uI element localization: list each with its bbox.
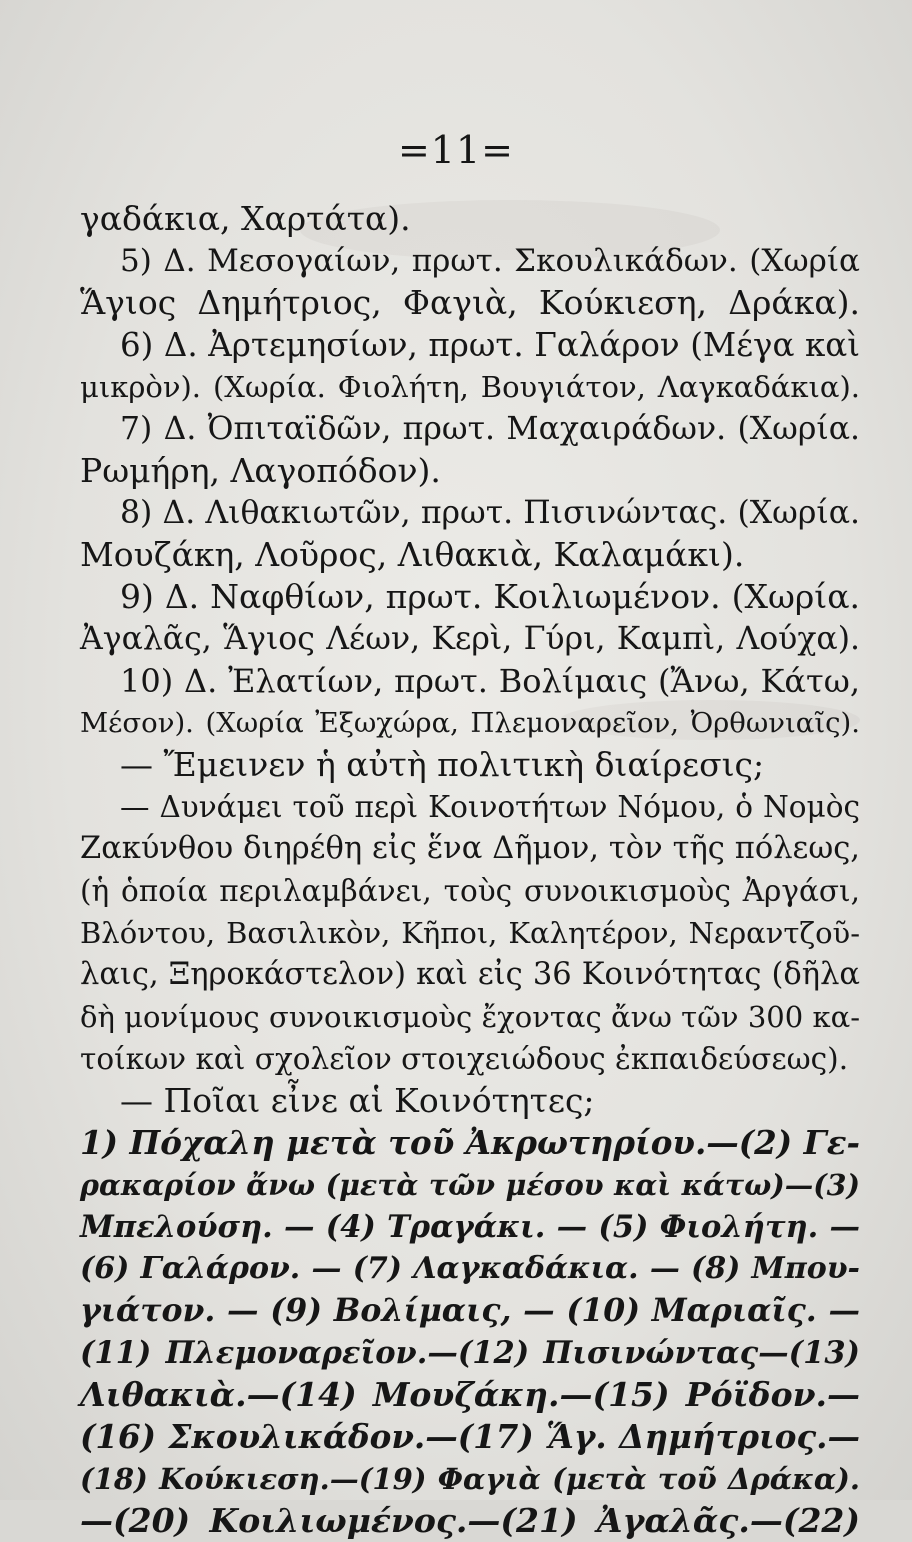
text-line: γιάτον. — (9) Βολίμαις, — (10) Μαριαῖς. — [80, 1292, 860, 1329]
text-line: Μπελούση. — (4) Τραγάκι. — (5) Φιολήτη. — [80, 1209, 860, 1245]
text-line: 9) Δ. Ναφθίων, πρωτ. Κοιλιωμένον. (Χωρία. [120, 577, 860, 616]
text-line: — Δυνάμει τοῦ περὶ Κοινοτήτων Νόμου, ὁ Νομὸς [120, 790, 860, 824]
page-number: =11= [397, 128, 515, 172]
text-line: Ἅγιος Δημήτριος, Φαγιὰ, Κούκιεση, Δράκα). [80, 283, 860, 322]
text-line: Βλόντου, Βασιλικὸν, Κῆποι, Καλητέρον, Νεραντζοῦ- [80, 916, 860, 950]
text-line: (11) Πλεμοναρεῖον.—(12) Πισινώντας—(13) [80, 1335, 860, 1371]
text-line: Μουζάκη, Λοῦρος, Λιθακιὰ, Καλαμάκι). [80, 535, 745, 574]
text-line: μικρὸν). (Χωρία. Φιολήτη, Βουγιάτον, Λαγκαδάκια). [80, 370, 860, 404]
text-line: (16) Σκουλικάδον.—(17) Ἅγ. Δημήτριος.— [80, 1417, 860, 1456]
text-line: λαις, Ξηροκάστελον) καὶ εἰς 36 Κοινότητας (δῆλα [80, 957, 860, 992]
text-line: Λιθακιὰ.—(14) Μουζάκη.—(15) Ρόϊδον.— [80, 1375, 860, 1414]
body-text [80, 198, 860, 1542]
text-line: Μέσον). (Χωρία Ἐξωχώρα, Πλεμοναρεῖον, Ὀρθωνιαῖς). [80, 707, 860, 739]
text-line: 8) Δ. Λιθακιωτῶν, πρωτ. Πισινώντας. (Χωρία. [120, 495, 860, 531]
text-line: 5) Δ. Μεσογαίων, πρωτ. Σκουλικάδων. (Χωρία [120, 243, 860, 279]
text-line: δὴ μονίμους συνοικισμοὺς ἔχοντας ἄνω τῶν 300 κα- [80, 1000, 860, 1034]
text-line: 6) Δ. Ἀρτεμησίων, πρωτ. Γαλάρον (Μέγα καὶ [120, 326, 860, 364]
text-line: 10) Δ. Ἐλατίων, πρωτ. Βολίμαις (Ἄνω, Κάτω, [120, 662, 860, 700]
text-line: Ἀγαλᾶς, Ἅγιος Λέων, Κερὶ, Γύρι, Καμπὶ, Λούχα). [80, 621, 860, 657]
text-line: Ρωμήρη, Λαγοπόδον). [80, 451, 441, 490]
text-line: (6) Γαλάρον. — (7) Λαγκαδάκια. — (8) Μπου- [80, 1251, 860, 1286]
text-line: — Ἔμεινεν ἡ αὐτὴ πολιτικὴ διαίρεσις; [120, 745, 765, 784]
text-line: γαδάκια, Χαρτάτα). [80, 199, 411, 238]
text-line: Ζακύνθου διηρέθη εἰς ἕνα Δῆμον, τὸν τῆς πόλεως, [80, 831, 860, 866]
text-line: τοίκων καὶ σχολεῖον στοιχειώδους ἐκπαιδεύσεως). [80, 1042, 849, 1076]
text-line: 1) Πόχαλη μετὰ τοῦ Ἀκρωτηρίου.—(2) Γε- [80, 1123, 860, 1162]
text-line: 7) Δ. Ὀπιταϊδῶν, πρωτ. Μαχαιράδων. (Χωρία. [120, 411, 860, 447]
text-line: ρακαρίον ἄνω (μετὰ τῶν μέσου καὶ κάτω)—(3) [80, 1168, 860, 1202]
text-line: — Ποῖαι εἶνε αἱ Κοινότητες; [120, 1081, 595, 1120]
text-line: —(20) Κοιλιωμένος.—(21) Ἀγαλᾶς.—(22) [80, 1501, 860, 1540]
text-line: (ἡ ὁποία περιλαμβάνει, τοὺς συνοικισμοὺς Ἀργάσι, [80, 874, 860, 908]
text-line: (18) Κούκιεση.—(19) Φαγιὰ (μετὰ τοῦ Δράκα). [80, 1462, 860, 1496]
